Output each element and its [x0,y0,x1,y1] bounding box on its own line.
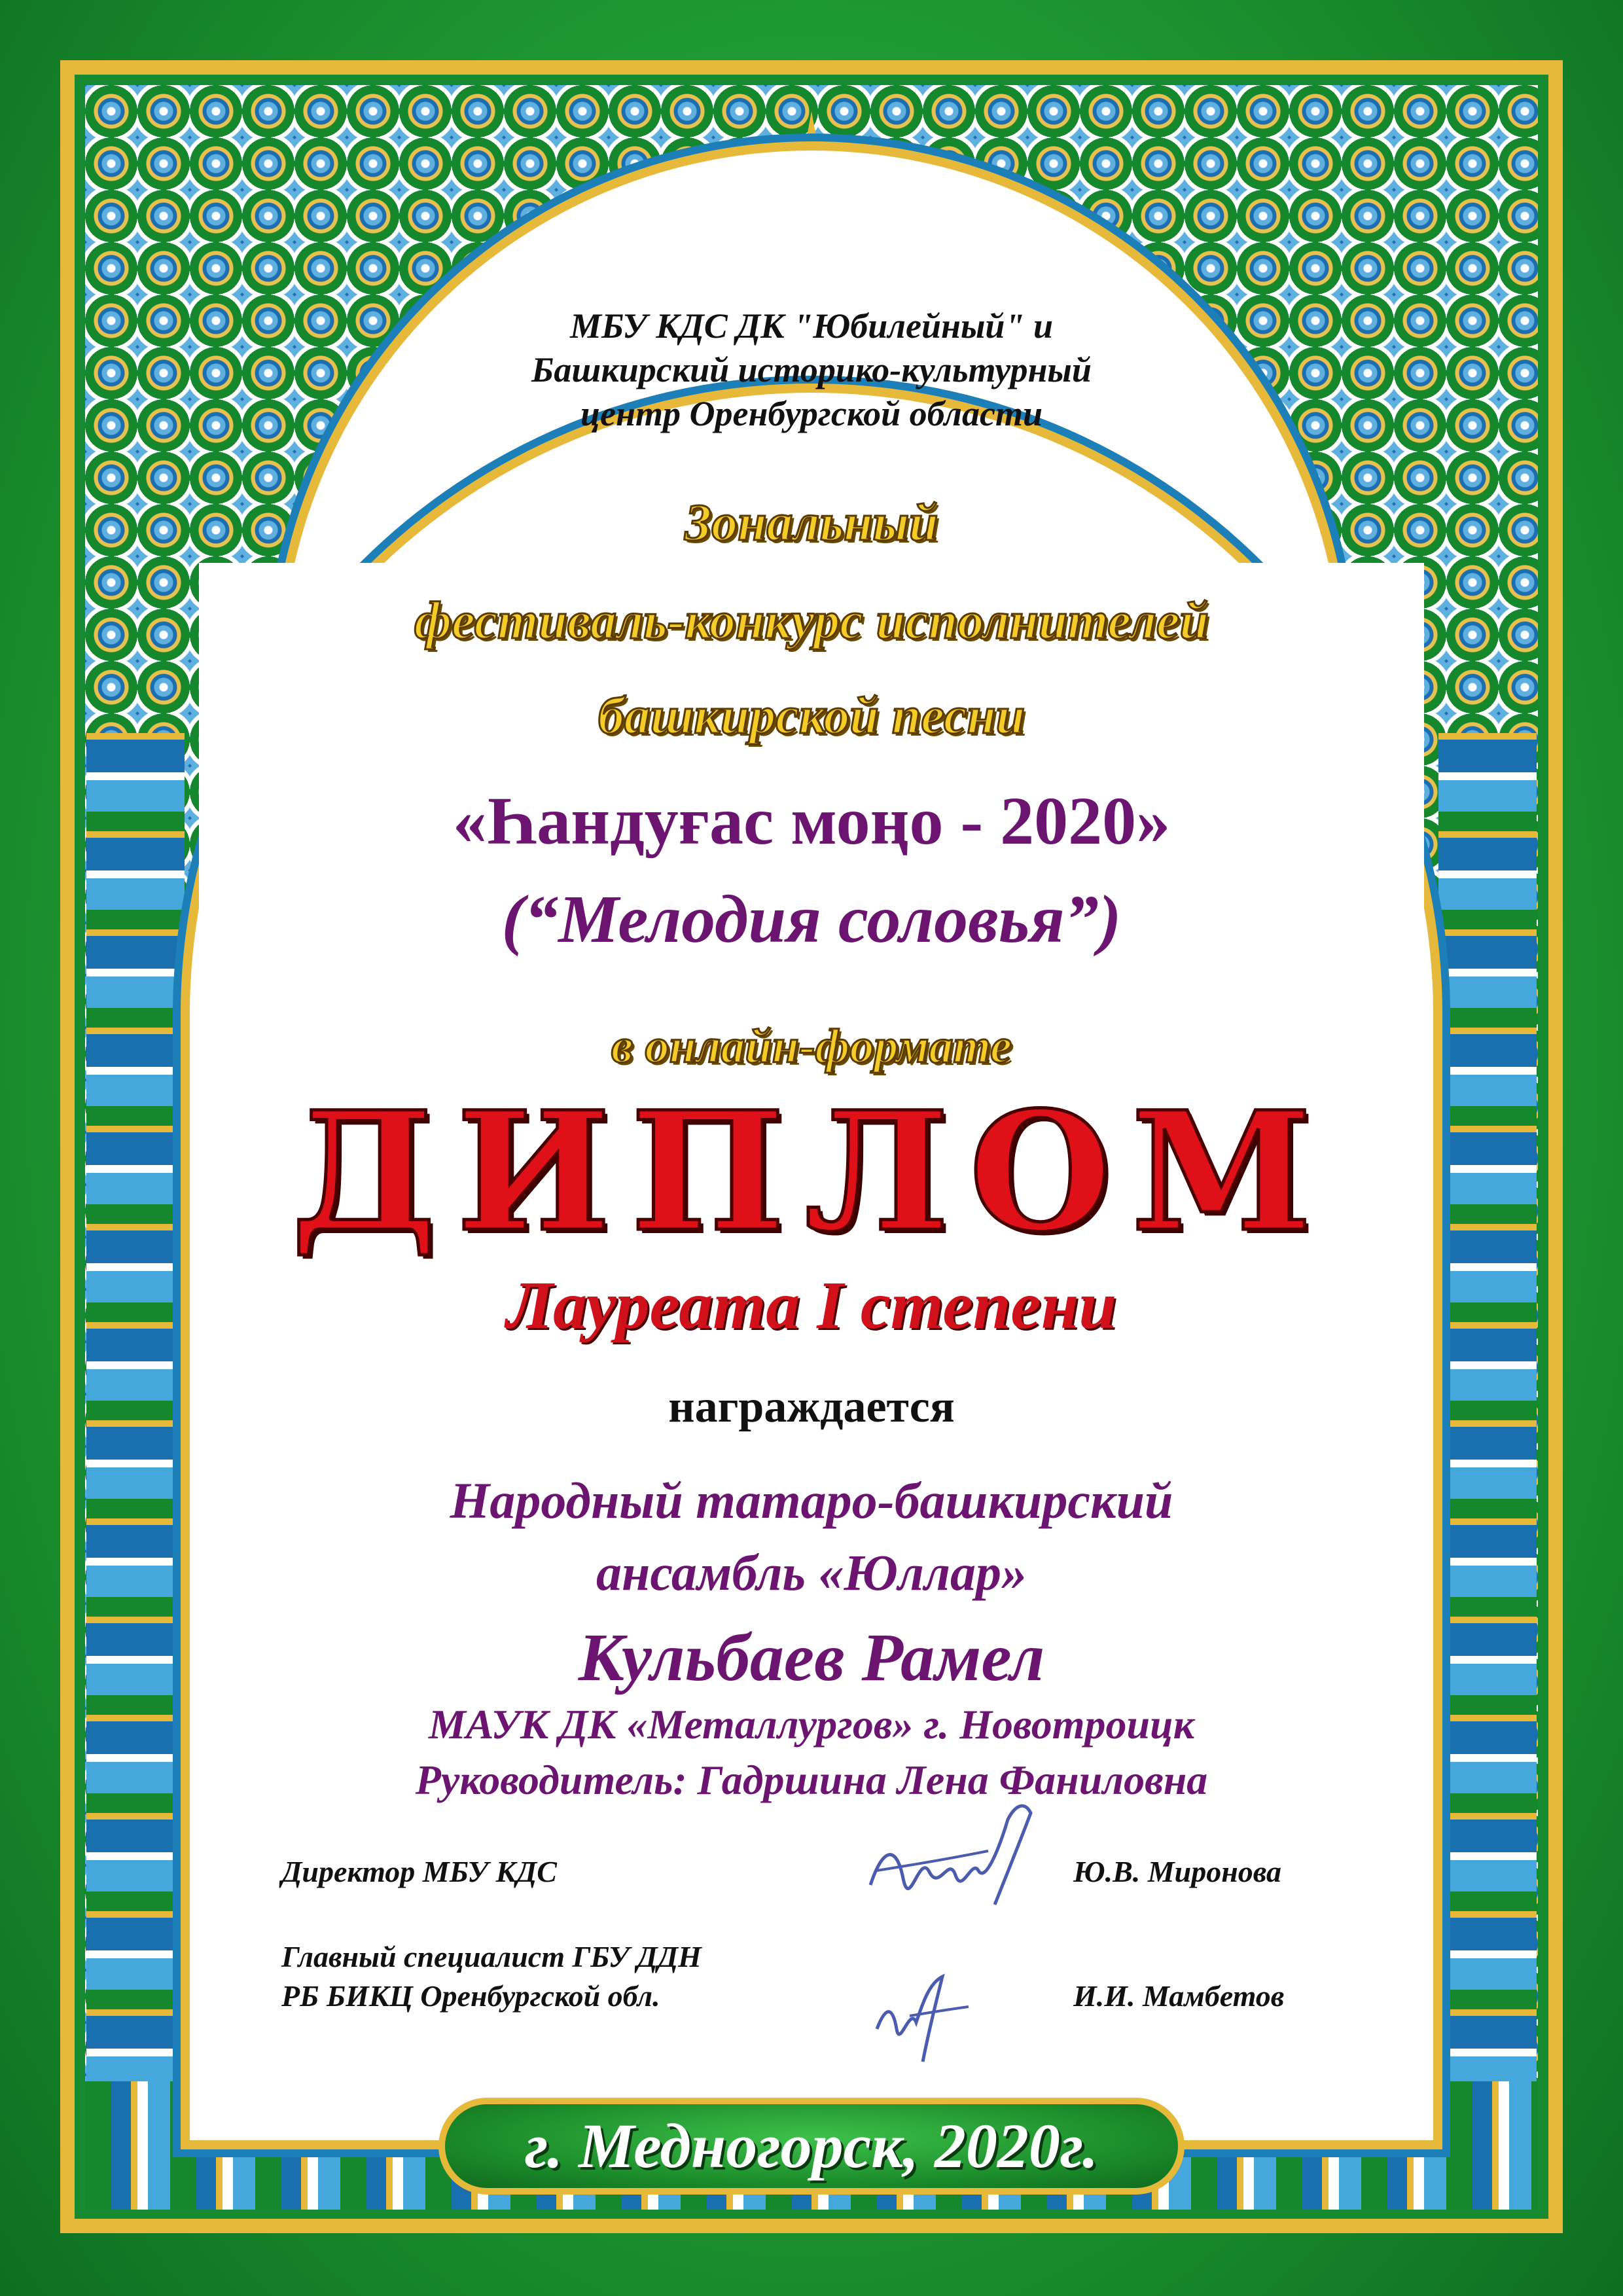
recipient-institution: МАУК ДК «Металлургов» г. Новотроицк [428,1701,1195,1748]
event-format: в онлайн-формате [611,1020,1012,1073]
event-line-1: Зональный [685,494,938,552]
recipient-leader: Руководитель: Гадршина Лена Фаниловна [415,1757,1208,1803]
signer-2-name: И.И. Мамбетов [1073,1979,1285,2013]
signer-1-name: Ю.В. Миронова [1073,1855,1282,1888]
signature-2-image [864,1950,982,2075]
diploma-title: ДИПЛОМ [291,1075,1332,1268]
recipient-ensemble-line-1: Народный татаро-башкирский [450,1472,1173,1529]
event-line-3: башкирской песни [597,687,1026,745]
organizer-line-3: центр Оренбургской области [580,394,1043,433]
organizer-line-1: МБУ КДС ДК "Юбилейный" и [570,306,1053,346]
event-name-russian: (“Мелодия соловья”) [501,882,1122,957]
awarded-label: награждается [668,1382,955,1432]
event-name-bashkir: «Һандуғас моңо - 2020» [452,783,1171,859]
laureate-degree: Лауреата I степени [506,1268,1117,1343]
organizer-line-2: Башкирский историко-культурный [531,350,1092,389]
signature-1-image [857,1793,1054,1918]
event-line-2: фестиваль-конкурс исполнителей [414,592,1209,650]
recipient-ensemble-line-2: ансамбль «Юллар» [596,1544,1027,1601]
recipient-name: Кульбаев Рамел [578,1620,1045,1695]
city-year: г. Медногорск, 2020г. [524,2111,1099,2181]
signer-2-position: Главный специалист ГБУ ДДН [281,1940,702,1973]
signer-1-position: Директор МБУ КДС [281,1855,557,1888]
signer-2-position-line-2: РБ БИКЦ Оренбургской обл. [281,1979,660,2013]
